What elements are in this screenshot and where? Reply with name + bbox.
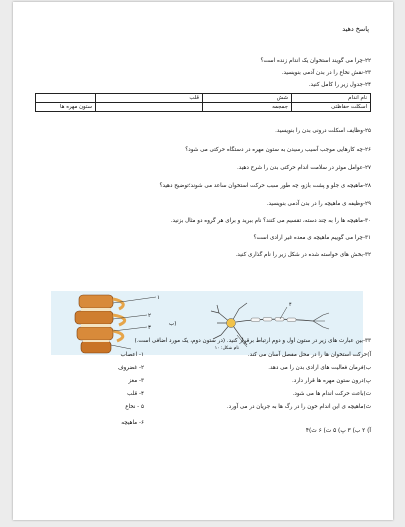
figure-cell-label: نام شکل: ۱۰ xyxy=(214,346,239,351)
table-cell: نام اندام xyxy=(292,94,371,103)
table-cell: شش xyxy=(203,94,292,103)
table-cell: اسکلت حفاظتی xyxy=(292,103,371,112)
figure-number-3: ۳ xyxy=(148,325,151,331)
table-row xyxy=(36,103,371,112)
worksheet-page xyxy=(13,2,393,520)
matching-item-a: آ)حرکت استخوان ها را در محل مفصل آسان می کند. xyxy=(247,352,371,358)
table-row xyxy=(36,94,371,103)
table-cell: قلب xyxy=(96,94,203,103)
matching-item-b: ب)فرمان فعالیت های ارادی بدن را می دهد. xyxy=(268,365,371,371)
figure-number-4: ۴ xyxy=(289,302,292,308)
figure-number-1: ۱ xyxy=(157,295,160,301)
table-cell: جمجمه xyxy=(203,103,292,112)
question-22: ۲۲-چرا می گویند استخوان یک اندام زنده است؟ xyxy=(260,58,371,64)
question-30: ۳۰-ماهیچه ها را به چند دسته، تقسیم می کنند؟ نام ببرید و برای هر گروه دو مثال بزنید. xyxy=(170,218,371,224)
anatomy-figure xyxy=(51,291,363,355)
figure-number-2: ۲ xyxy=(148,313,151,319)
matching-item-e: ث)ماهیچه ی این اندام خون را در رگ ها به جریان در می آورد. xyxy=(226,404,371,410)
question-26: ۲۶-چه کارهایی موجب آسیب رسیدن به ستون مهره در دستگاه حرکتی می شود؟ xyxy=(185,147,371,153)
question-31: ۳۱-چرا می گوییم ماهیچه ی معده غیر ارادی است؟ xyxy=(253,235,371,241)
question-29: ۲۹-وظیفه ی ماهیچه را در بدن آدمی بنویسید. xyxy=(266,201,371,207)
matching-option-6: ۶- ماهیچه xyxy=(121,420,144,426)
question-23: ۲۳-نقش نخاع را در بدن آدمی بنویسید. xyxy=(281,70,371,76)
question-27: ۲۷-عوامل موثر در سلامت اندام حرکتی بدن را شرح دهید. xyxy=(237,165,371,171)
answer-key: آ) ۲ ب) ۳ پ) ۵ ت) ۶ ث)۴ xyxy=(305,428,371,434)
table-cell xyxy=(96,103,203,112)
figure-label-b: ب) xyxy=(169,321,177,327)
question-32: ۳۲-بخش های خواسته شده در شکل زیر را نام گذاری کنید. xyxy=(235,252,371,258)
matching-option-1: ۱- اعصاب xyxy=(120,352,144,358)
matching-option-5: ۵ - نخاع xyxy=(125,404,144,410)
table-cell: ستون مهره ها xyxy=(36,103,96,112)
matching-option-4: ۴- قلب xyxy=(127,391,144,397)
question-25: ۲۵-وظایف اسکلت درونی بدن را بنویسید. xyxy=(275,128,371,134)
worksheet-heading: پاسخ دهید xyxy=(342,25,369,33)
organ-table xyxy=(35,93,371,112)
matching-option-3: ۳- مغز xyxy=(128,378,144,384)
matching-option-2: ۲- غضروف xyxy=(117,365,144,371)
matching-item-d: ت)باعث حرکت اندام ها می شود. xyxy=(292,391,371,397)
table-cell xyxy=(36,94,96,103)
question-28: ۲۸-ماهیچه ی جلو و پشت بازو، چه طور سبب حرکت استخوان ساعد می شوند؛توضیح دهید؟ xyxy=(159,183,371,189)
question-24: ۲۴-جدول زیر را کامل کنید. xyxy=(308,82,371,88)
question-33: ۳۳-بین عبارت های زیر در ستون اول و دوم ارتباط برقرار کنید. (در ستون دوم، یک مورد اضافی است.) xyxy=(134,338,371,344)
matching-item-c: پ)درون ستون مهره ها قرار دارد. xyxy=(292,378,371,384)
anatomy-figure-svg xyxy=(51,291,363,355)
